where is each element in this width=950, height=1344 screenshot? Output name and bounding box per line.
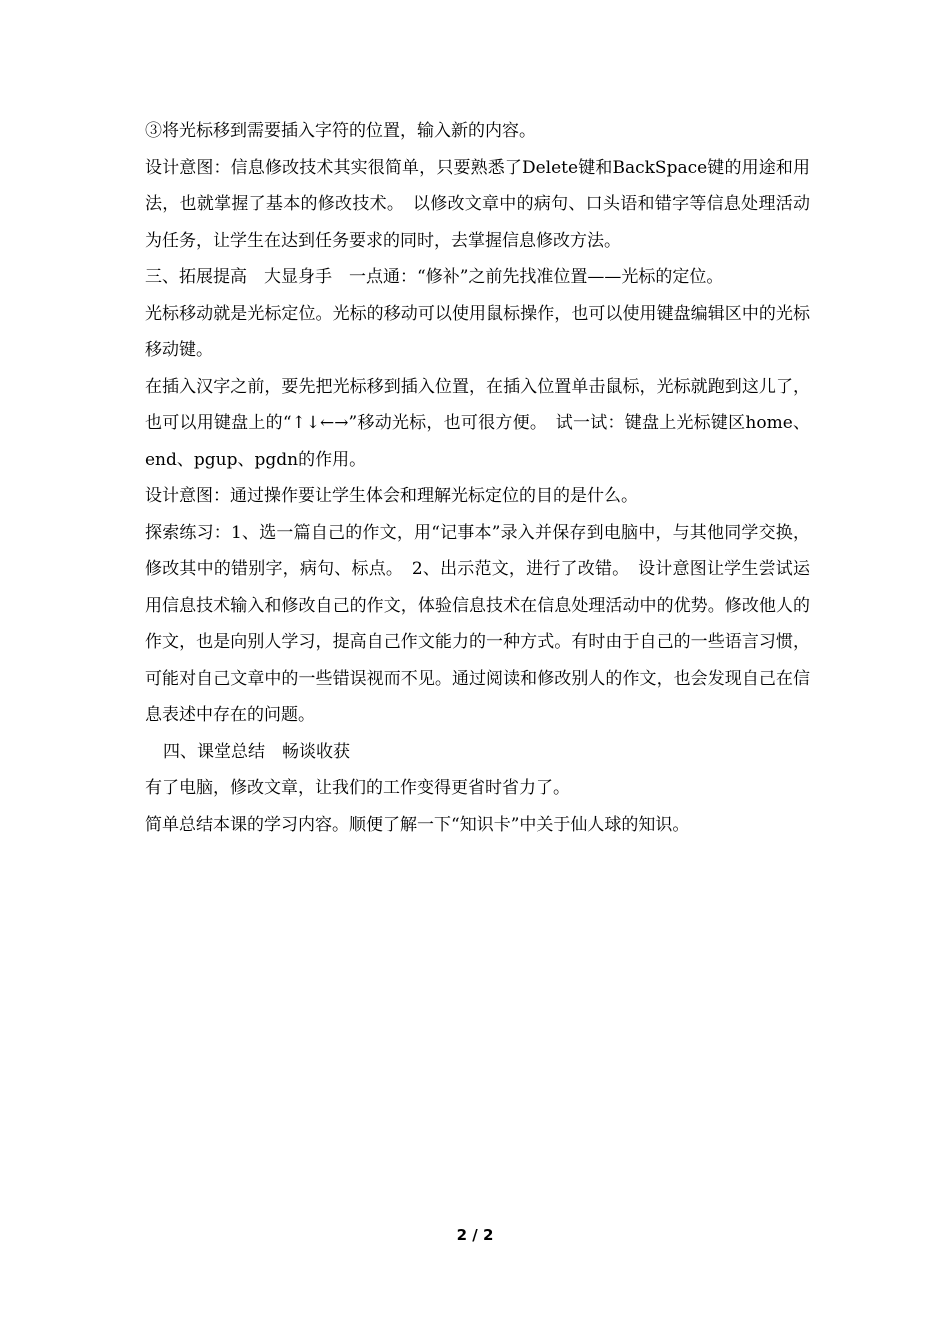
- document-body: [145, 113, 810, 843]
- section-heading-3: 三、拓展提高 大显身手 一点通：“修补”之前先找准位置——光标的定位。: [145, 267, 724, 287]
- paragraph-exploration-practice: 探索练习：1、选一篇自己的作文，用“记事本”录入并保存到电脑中，与其他同学交换，修改其中的错别字，病句、标点。 2、出示范文，进行了改错。 设计意图让学生尝试运用信息技术输入和修改自己的作文，体验信息技术在信息处理活动中的优势。修改他人的作文，也是向别人学习，提高自己作文能力的一种方式。有时由于自己的一些语言习惯，可能对自己文章中的一些错误视而不见。通过阅读和修改别人的作文，也会发现自己在信息表述中存在的问题。: [145, 522, 810, 725]
- page-number: 2 / 2: [456, 1226, 494, 1244]
- section-heading-4: 四、课堂总结 畅谈收获: [163, 741, 350, 762]
- paragraph-insert-chinese: 在插入汉字之前，要先把光标移到插入位置，在插入位置单击鼠标，光标就跑到这儿了，也可以用键盘上的“↑↓←→”移动光标，也可很方便。 试一试：键盘上光标键区home、end、pgup、pgdn的作用。: [145, 376, 810, 470]
- paragraph-step-3: ③将光标移到需要插入字符的位置，输入新的内容。: [145, 121, 536, 141]
- paragraph-design-intent-1: 设计意图：信息修改技术其实很简单，只要熟悉了Delete键和BackSpace键的用途和用法，也就掌握了基本的修改技术。 以修改文章中的病句、口头语和错字等信息处理活动为任务，让学生在达到任务要求的同时，去掌握信息修改方法。: [145, 157, 810, 251]
- paragraph-design-intent-2: 设计意图：通过操作要让学生体会和理解光标定位的目的是什么。: [145, 486, 638, 506]
- paragraph-summary-1: 有了电脑，修改文章，让我们的工作变得更省时省力了。: [145, 778, 570, 798]
- paragraph-summary-2: 简单总结本课的学习内容。顺便了解一下“知识卡”中关于仙人球的知识。: [145, 814, 690, 835]
- paragraph-cursor-positioning: 光标移动就是光标定位。光标的移动可以使用鼠标操作，也可以使用键盘编辑区中的光标移动键。: [145, 303, 810, 360]
